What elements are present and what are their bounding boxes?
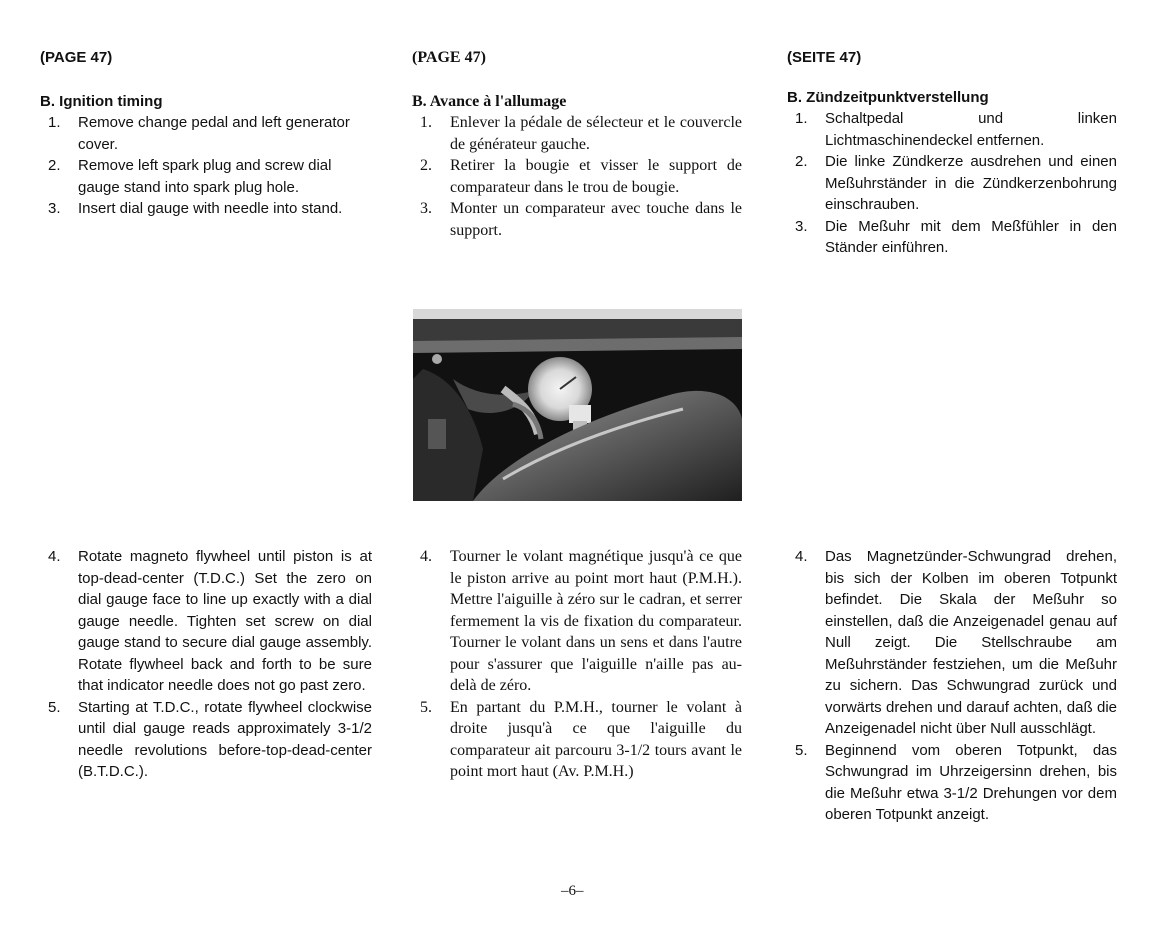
- list-item: [40, 155, 372, 198]
- step-text: Remove change pedal and left generator cover.: [78, 114, 350, 153]
- step-number: 3.: [795, 217, 808, 235]
- list-item: [40, 697, 372, 783]
- step-text: Monter un comparateur avec touche dans le support.: [450, 200, 742, 239]
- step-text: Beginnend vom oberen Totpunkt, das Schwungrad im Uhrzeigersinn drehen, bis die Meßuhr etwa 3-1/2 Drehungen vor dem oberen Totpunkt anzeigt.: [825, 741, 1117, 823]
- list-item: [787, 216, 1117, 259]
- step-number: 2.: [48, 157, 61, 174]
- german-page-ref: (SEITE 47): [787, 49, 862, 66]
- list-item: [40, 112, 372, 155]
- step-number: 2.: [795, 153, 808, 170]
- step-text: Starting at T.D.C., rotate flywheel clockwise until dial gauge reads approximately 3-1/2 needle revolutions before-top-dead-center (B.T.D.C.).: [78, 698, 372, 780]
- dial-gauge-photo: [413, 309, 742, 501]
- english-page-ref: (PAGE 47): [40, 49, 113, 66]
- step-text: Retirer la bougie et visser le support de comparateur dans le trou de bougie.: [450, 157, 742, 196]
- step-text: Die Meßuhr mit dem Meßfühler in den Ständer einführen.: [825, 217, 1117, 256]
- german-steps-top: [787, 108, 1117, 259]
- step-number: 3.: [48, 200, 61, 217]
- german-section-title: B. Zündzeitpunktverstellung: [787, 89, 989, 106]
- step-number: 4.: [795, 548, 808, 565]
- list-item: [412, 155, 742, 198]
- step-number: 2.: [420, 157, 432, 174]
- step-number: 1.: [420, 114, 432, 131]
- list-item: [787, 546, 1117, 740]
- list-item: [412, 546, 742, 697]
- list-item: [412, 697, 742, 783]
- french-steps-top: [412, 112, 742, 241]
- step-number: 1.: [795, 110, 808, 127]
- step-number: 5.: [48, 698, 61, 716]
- list-item: [40, 198, 372, 220]
- dial-gauge-photo-image: [413, 309, 742, 501]
- step-number: 5.: [420, 698, 432, 716]
- list-item: [787, 151, 1117, 216]
- step-text: Insert dial gauge with needle into stand.: [78, 200, 343, 217]
- step-text: Remove left spark plug and screw dial gauge stand into spark plug hole.: [78, 157, 332, 196]
- list-item: [787, 108, 1117, 151]
- step-number: 4.: [420, 548, 432, 565]
- english-section-title: B. Ignition timing: [40, 93, 163, 110]
- step-number: 5.: [795, 741, 808, 759]
- list-item: [787, 740, 1117, 826]
- list-item: [40, 546, 372, 697]
- step-number: 3.: [420, 200, 432, 217]
- step-text: Tourner le volant magnétique jusqu'à ce que le piston arrive au point mort haut (P.M.H.). Mettre l'aiguille à zéro sur le cadran, et serrer fermement la vis de fixation du comparateur. Tourner le volant dans un sens et dans l'autre pour s'assurer que l'aiguille n'aille pas au-delà de zéro.: [450, 548, 742, 694]
- step-number: 4.: [48, 548, 61, 565]
- step-text: Enlever la pédale de sélecteur et le couvercle de générateur gauche.: [450, 114, 742, 153]
- step-text: Rotate magneto flywheel until piston is at top-dead-center (T.D.C.) Set the zero on dial gauge face to line up exactly with a dial gauge needle. Tighten set screw on dial gauge stand to secure dial gauge assembly. Rotate flywheel back and forth to be sure that indicator needle does not go past zero.: [78, 548, 372, 694]
- step-text: Die linke Zündkerze ausdrehen und einen Meßuhrständer in die Zündkerzenbohrung einschrauben.: [825, 153, 1117, 213]
- step-text: Das Magnetzünder-Schwungrad drehen, bis sich der Kolben im oberen Totpunkt befindet. Die Skala der Meßuhr so einstellen, daß die Anzeigenadel genau auf Null zeigt. Die Stellschraube am Meßuhrständer festziehen, um die Meßuhr zu sichern. Das Schwungrad zurück und vorwärts drehen und darauf achten, daß die Anzeigenadel nicht über Null ausschlägt.: [825, 548, 1117, 737]
- page-number: –6–: [561, 883, 584, 899]
- french-section-title: B. Avance à l'allumage: [412, 93, 567, 110]
- list-item: [412, 198, 742, 241]
- english-steps-bottom: [40, 546, 372, 783]
- list-item: [412, 112, 742, 155]
- german-steps-bottom: [787, 546, 1117, 826]
- step-number: 1.: [48, 114, 61, 131]
- french-steps-bottom: [412, 546, 742, 783]
- step-text: En partant du P.M.H., tourner le volant à droite jusqu'à ce que l'aiguille du comparateur ait parcouru 3-1/2 tours avant le point mort haut (Av. P.M.H.): [450, 698, 742, 780]
- english-steps-top: [40, 112, 372, 220]
- step-text: Schaltpedal und linken Lichtmaschinendeckel entfernen.: [825, 110, 1117, 149]
- french-page-ref: (PAGE 47): [412, 49, 486, 66]
